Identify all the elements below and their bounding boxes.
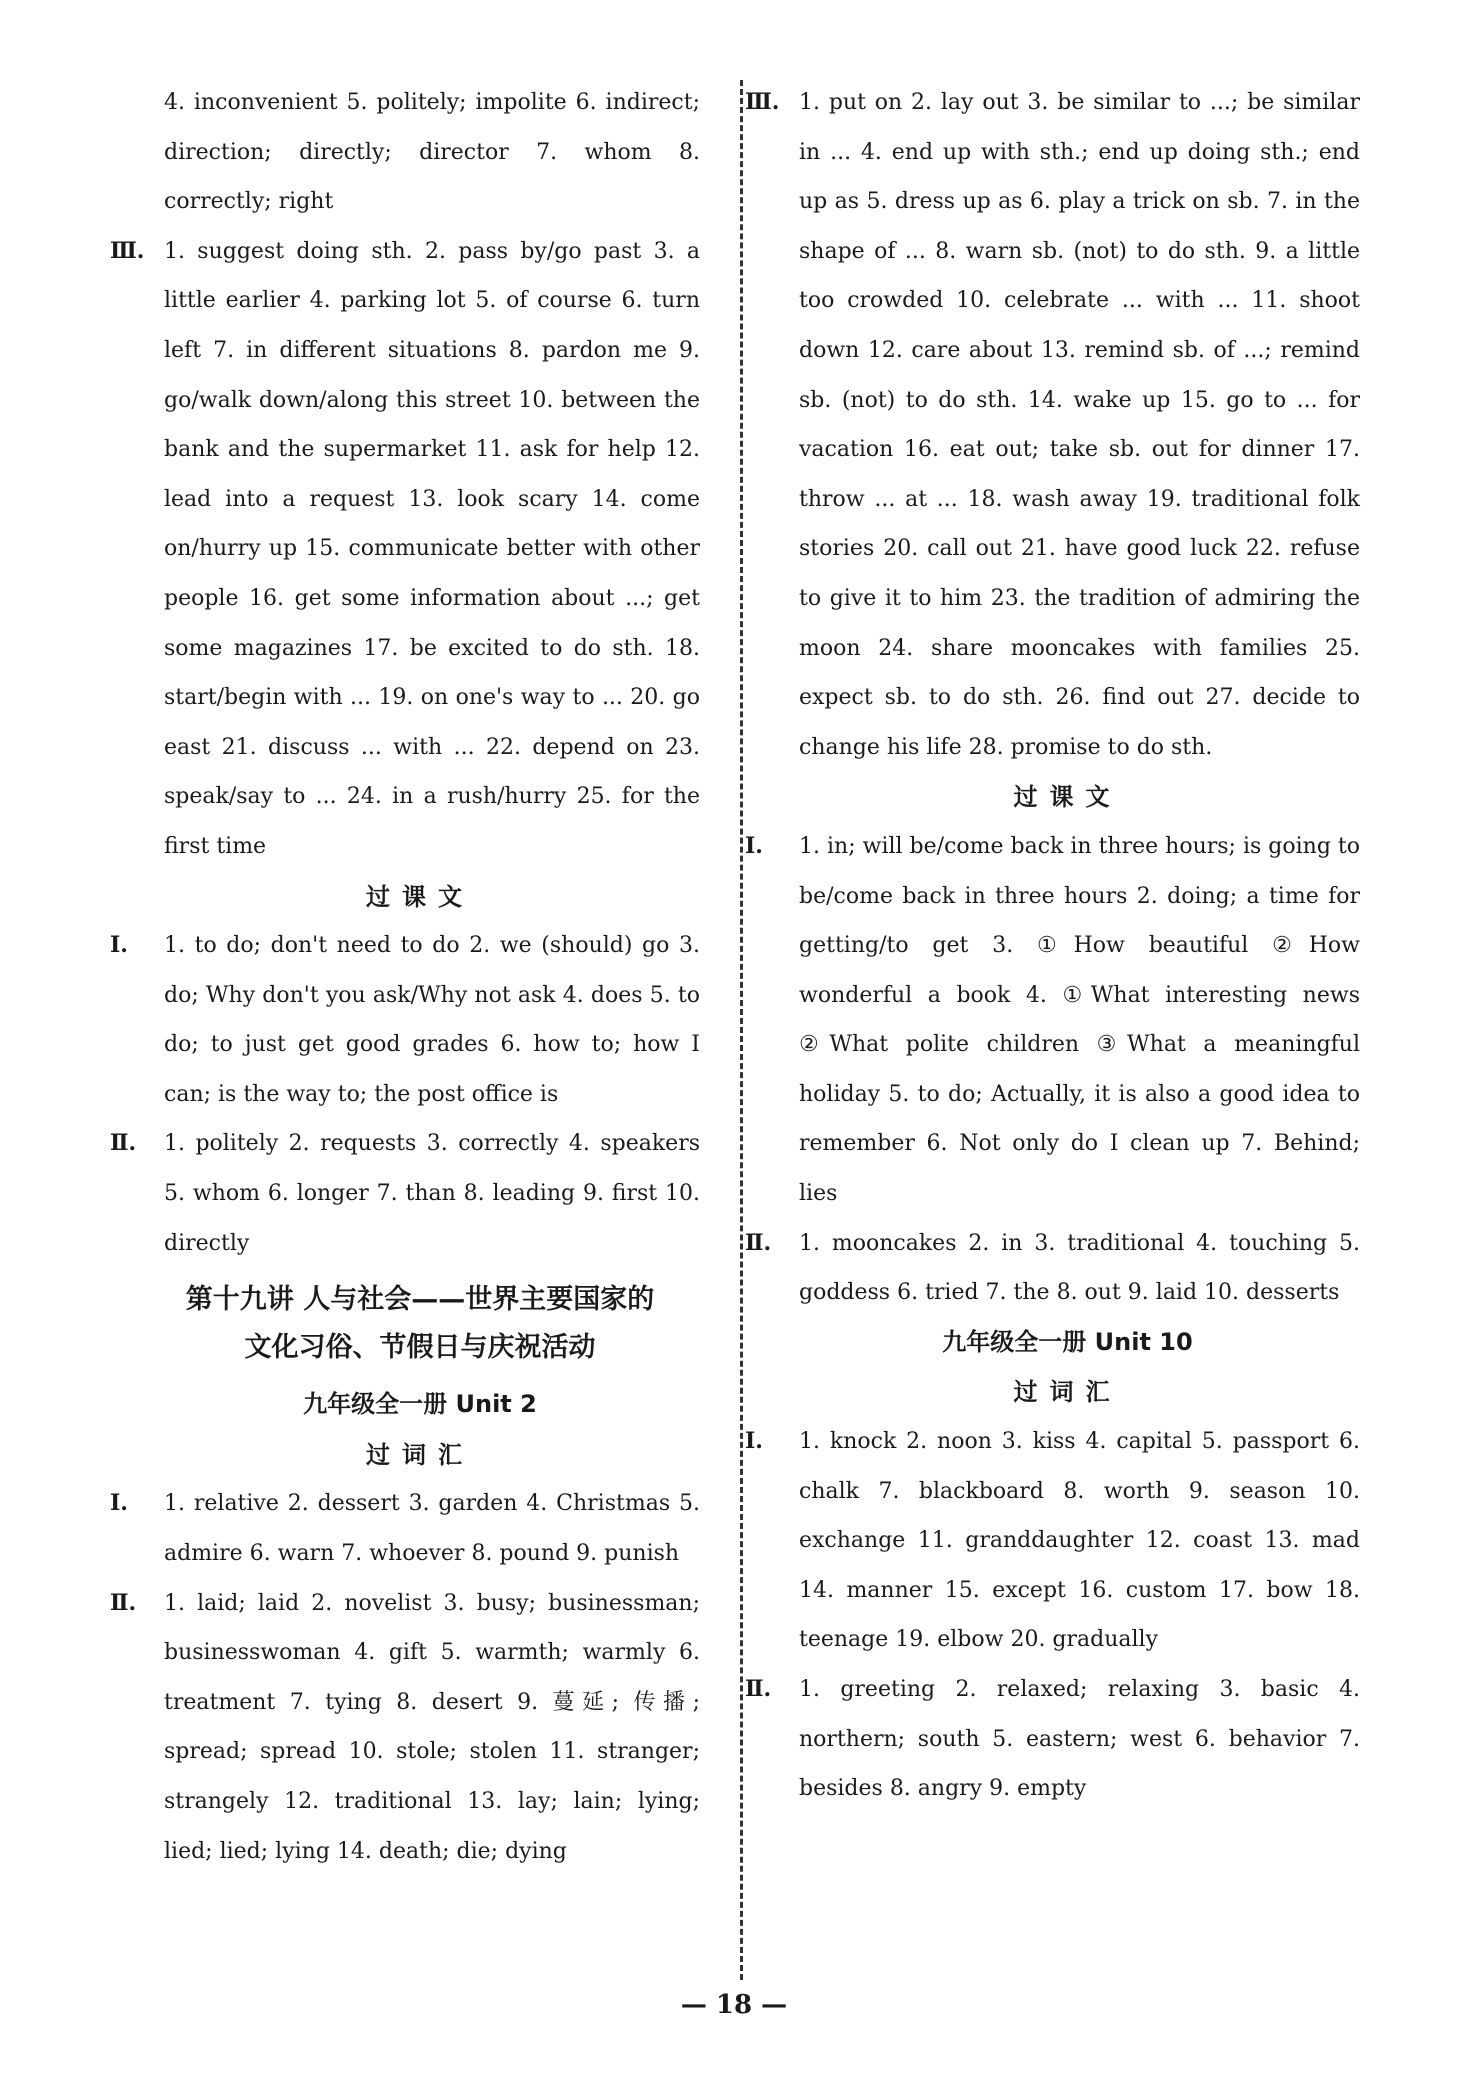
answer-text: 1. laid; laid 2. novelist 3. busy; businessman; businesswoman 4. gift 5. warmth; warmly 6. treatment 7. tying 8. desert 9. 蔓延; 传播; spread; spread 10. stole; stolen 11. stranger; strangely 12. traditional 13. lay; lain; lying; lied; lied; lying 14. death; die; dying — [164, 1590, 700, 1864]
answer-text: 1. mooncakes 2. in 3. traditional 4. touching 5. goddess 6. tried 7. the 8. out 9. laid 10. desserts — [799, 1230, 1360, 1306]
heading-vocab: 过词汇 — [366, 1439, 474, 1469]
right-column — [745, 78, 1360, 1814]
heading-text-review: 过课文 — [1013, 782, 1122, 812]
answer-block-i — [745, 822, 1360, 1219]
roman-numeral: Ⅰ. — [110, 932, 128, 959]
roman-numeral: Ⅰ. — [745, 832, 763, 859]
answer-text: 1. in; will be/come back in three hours; is going to be/come back in three hours 2. doing; a time for getting/to get 3. ①How beautiful ②How wonderful a book 4. ①What interesting news ②What polite children ③What a meaningful holiday 5. to do; Actually, it is also a good idea to remember 6. Not only do I clean up 7. Behind; lies — [799, 833, 1360, 1207]
answer-block-ii — [745, 1219, 1360, 1318]
answer-block-iii — [745, 78, 1360, 772]
answer-block-i — [745, 1417, 1360, 1665]
answer-block-i — [110, 921, 700, 1119]
left-column — [110, 78, 700, 1876]
unit-title: 九年级全一册 Unit 2 — [303, 1390, 537, 1419]
column-divider — [740, 80, 743, 1980]
answer-text: 1. relative 2. dessert 3. garden 4. Christmas 5. admire 6. warn 7. whoever 8. pound 9. punish — [164, 1491, 700, 1567]
answer-text: 4. inconvenient 5. politely; impolite 6. indirect; direction; directly; director 7. whom 8. correctly; right — [164, 90, 700, 215]
chapter-title — [140, 1276, 700, 1372]
answer-text: 1. greeting 2. relaxed; relaxing 3. basic 4. northern; south 5. eastern; west 6. behavior 7. besides 8. angry 9. empty — [799, 1677, 1360, 1802]
page-number: — 18 — — [680, 1990, 788, 2020]
chapter-title-line-2: 文化习俗、节假日与庆祝活动 — [244, 1332, 596, 1364]
answer-block-ii — [745, 1665, 1360, 1814]
unit-title: 九年级全一册 Unit 10 — [942, 1327, 1193, 1356]
roman-numeral: Ⅱ. — [745, 1229, 772, 1256]
roman-numeral: Ⅱ. — [110, 1589, 137, 1616]
chapter-title-line-1: 第十九讲 人与社会——世界主要国家的 — [185, 1284, 655, 1316]
heading-text-review: 过课文 — [366, 881, 474, 911]
roman-numeral: Ⅱ. — [110, 1130, 137, 1157]
answer-text: 1. put on 2. lay out 3. be similar to ...; be similar in ... 4. end up with sth.; end up doing sth.; end up as 5. dress up as 6. play a trick on sb. 7. in the shape of ... 8. warn sb. (not) to do sth. 9. a little too crowded 10. celebrate ... with ... 11. shoot down 12. care about 13. remind sb. of ...; remind sb. (not) to do sth. 14. wake up 15. go to ... for vacation 16. eat out; take sb. out for dinner 17. throw ... at ... 18. wash away 19. traditional folk stories 20. call out 21. have good luck 22. refuse to give it to him 23. the tradition of admiring the moon 24. share mooncakes with families 25. expect sb. to do sth. 26. find out 27. decide to change his life 28. promise to do sth. — [799, 90, 1360, 760]
answer-text: 1. suggest doing sth. 2. pass by/go past 3. a little earlier 4. parking lot 5. of course 6. turn left 7. in different situations 8. pardon me 9. go/walk down/along this street 10. between the bank and the supermarket 11. ask for help 12. lead into a request 13. look scary 14. come on/hurry up 15. communicate better with other people 16. get some information about ...; get some magazines 17. be excited to do sth. 18. start/begin with ... 19. on one's way to ... 20. go east 21. discuss ... with ... 22. depend on 23. speak/say to ... 24. in a rush/hurry 25. for the first time — [164, 238, 700, 859]
roman-numeral: Ⅲ. — [110, 237, 145, 264]
answer-text: 1. to do; don't need to do 2. we (should) go 3. do; Why don't you ask/Why not ask 4. does 5. to do; to just get good grades 6. how to; how I can; is the way to; the post office is — [164, 933, 700, 1107]
roman-numeral: Ⅰ. — [110, 1490, 128, 1517]
answer-block-ii — [110, 1579, 700, 1877]
answer-block-iii — [110, 227, 700, 872]
heading-vocab: 过词汇 — [1013, 1377, 1122, 1407]
answer-block-i — [110, 1479, 700, 1578]
answer-block-ii — [110, 1119, 700, 1268]
roman-numeral: Ⅲ. — [745, 89, 780, 115]
answer-text: 1. knock 2. noon 3. kiss 4. capital 5. passport 6. chalk 7. blackboard 8. worth 9. season 10. exchange 11. granddaughter 12. coast 13. mad 14. manner 15. except 16. custom 17. bow 18. teenage 19. elbow 20. gradually — [799, 1429, 1360, 1653]
answer-text: 1. politely 2. requests 3. correctly 4. speakers 5. whom 6. longer 7. than 8. leading 9. first 10. directly — [164, 1131, 700, 1256]
roman-numeral: Ⅱ. — [745, 1676, 772, 1702]
roman-numeral: Ⅰ. — [745, 1428, 763, 1455]
answer-block-continued — [140, 78, 700, 227]
